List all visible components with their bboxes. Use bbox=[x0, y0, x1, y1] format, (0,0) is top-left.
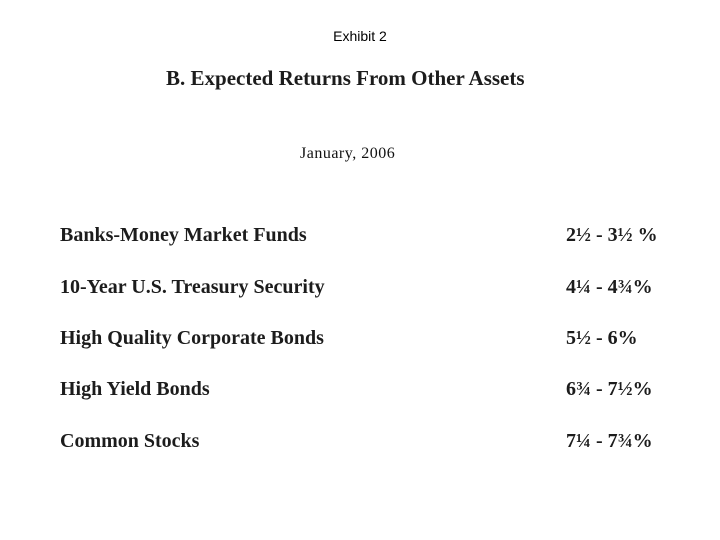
return-value: 6¾ - 7½% bbox=[566, 378, 653, 400]
return-value: 2½ - 3½ % bbox=[566, 224, 658, 246]
return-value: 4¼ - 4¾% bbox=[566, 276, 653, 298]
table-row bbox=[0, 378, 720, 408]
section-title: B. Expected Returns From Other Assets bbox=[166, 66, 525, 90]
return-value: 7¼ - 7¾% bbox=[566, 430, 653, 452]
table-row bbox=[0, 224, 720, 254]
asset-label: High Quality Corporate Bonds bbox=[60, 327, 324, 349]
asset-label: High Yield Bonds bbox=[60, 378, 210, 400]
asset-label: Common Stocks bbox=[60, 430, 200, 452]
exhibit-label: Exhibit 2 bbox=[333, 28, 387, 44]
table-row bbox=[0, 276, 720, 306]
asset-label: 10-Year U.S. Treasury Security bbox=[60, 276, 325, 298]
table-row bbox=[0, 430, 720, 460]
date-label: January, 2006 bbox=[300, 145, 396, 162]
asset-label: Banks-Money Market Funds bbox=[60, 224, 307, 246]
return-value: 5½ - 6% bbox=[566, 327, 638, 349]
table-row bbox=[0, 327, 720, 357]
